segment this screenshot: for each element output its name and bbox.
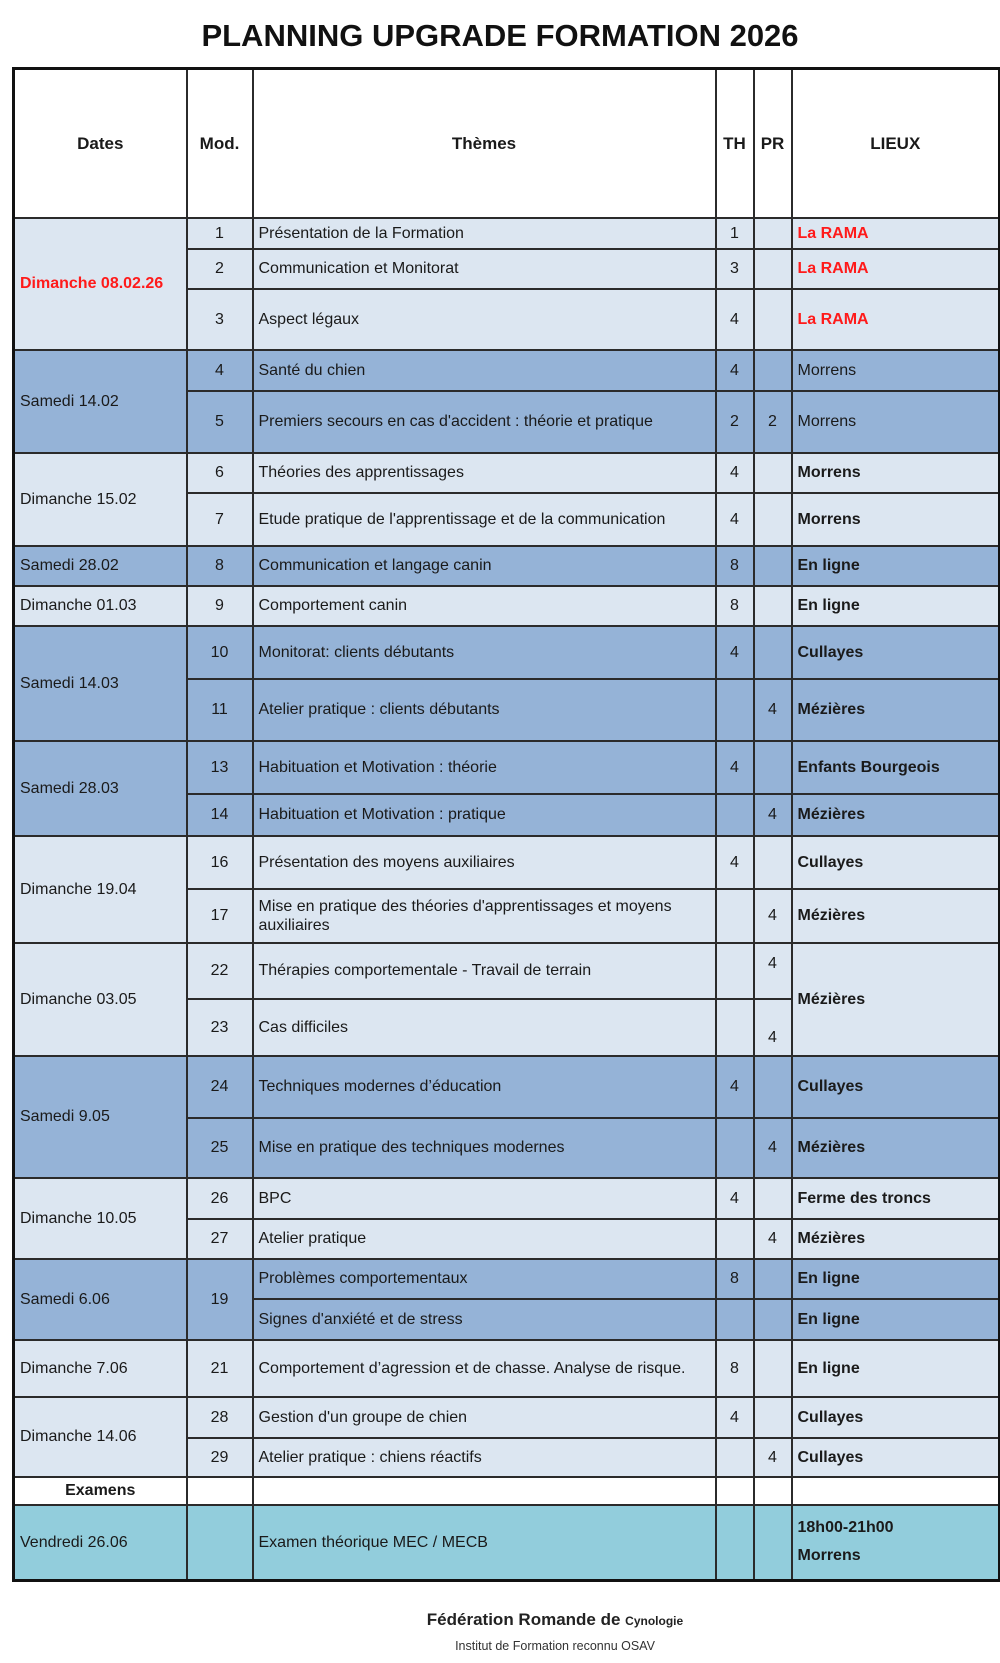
lieu-cell: Morrens	[792, 391, 1000, 453]
mod-cell: 27	[187, 1219, 253, 1259]
theme-cell: Atelier pratique : clients débutants	[253, 679, 716, 741]
th-cell	[716, 1118, 754, 1178]
empty-cell	[754, 1477, 792, 1505]
lieu-cell: Cullayes	[792, 626, 1000, 679]
lieu-cell: En ligne	[792, 1259, 1000, 1299]
table-row	[14, 453, 1000, 493]
pr-cell: 4	[754, 999, 792, 1056]
theme-cell: Présentation de la Formation	[253, 218, 716, 249]
pr-cell	[754, 350, 792, 391]
pr-cell: 4	[754, 1219, 792, 1259]
mod-cell: 10	[187, 626, 253, 679]
lieu-cell: En ligne	[792, 586, 1000, 626]
table-row	[14, 586, 1000, 626]
lieu-cell: Morrens	[792, 350, 1000, 391]
theme-cell: Thérapies comportementale - Travail de terrain	[253, 943, 716, 999]
pr-cell	[754, 1299, 792, 1340]
footer-subtitle: Institut de Formation reconnu OSAV	[455, 1639, 655, 1653]
theme-cell: Gestion d'un groupe de chien	[253, 1397, 716, 1438]
th-cell: 4	[716, 289, 754, 350]
mod-cell: 28	[187, 1397, 253, 1438]
pr-cell	[754, 626, 792, 679]
theme-cell: Habituation et Motivation : pratique	[253, 794, 716, 836]
table-row	[14, 546, 1000, 586]
table-row	[14, 1259, 1000, 1299]
lieu-cell: La RAMA	[792, 289, 1000, 350]
date-cell: Samedi 28.02	[14, 546, 187, 586]
pr-cell	[754, 1056, 792, 1118]
mod-cell: 21	[187, 1340, 253, 1397]
th-cell: 4	[716, 350, 754, 391]
exam-lieu	[792, 1505, 1000, 1581]
planning-table	[12, 67, 1000, 1582]
date-cell: Dimanche 19.04	[14, 836, 187, 943]
lieu-cell: Mézières	[792, 943, 1000, 1056]
pr-cell: 4	[754, 794, 792, 836]
pr-cell	[754, 1340, 792, 1397]
pr-cell	[754, 1178, 792, 1219]
th-cell	[716, 1438, 754, 1477]
lieu-cell: La RAMA	[792, 218, 1000, 249]
exam-time: 18h00-21h00	[797, 1519, 894, 1537]
exam-date: Vendredi 26.06	[14, 1505, 187, 1581]
theme-cell: Comportement d’agression et de chasse. Analyse de risque.	[253, 1340, 716, 1397]
date-cell: Samedi 14.03	[14, 626, 187, 741]
pr-cell	[754, 289, 792, 350]
th-cell	[716, 889, 754, 943]
th-cell: 8	[716, 586, 754, 626]
theme-cell: Mise en pratique des théories d'apprentissages et moyens auxiliaires	[253, 889, 716, 943]
date-cell: Samedi 28.03	[14, 741, 187, 836]
table-row	[14, 626, 1000, 679]
mod-cell: 7	[187, 493, 253, 546]
date-cell: Dimanche 14.06	[14, 1397, 187, 1477]
pr-cell	[754, 586, 792, 626]
mod-cell: 2	[187, 249, 253, 289]
empty-cell	[253, 1477, 716, 1505]
theme-cell: Santé du chien	[253, 350, 716, 391]
th-cell: 4	[716, 453, 754, 493]
lieu-cell: Mézières	[792, 889, 1000, 943]
pr-cell	[754, 493, 792, 546]
th-cell: 2	[716, 391, 754, 453]
date-cell: Dimanche 7.06	[14, 1340, 187, 1397]
pr-cell	[754, 1397, 792, 1438]
lieu-cell: Morrens	[792, 453, 1000, 493]
exam-row	[14, 1505, 1000, 1581]
header-lieux: LIEUX	[792, 69, 1000, 218]
exam-theme: Examen théorique MEC / MECB	[253, 1505, 716, 1581]
th-cell: 4	[716, 493, 754, 546]
date-cell: Dimanche 03.05	[14, 943, 187, 1056]
theme-cell: Problèmes comportementaux	[253, 1259, 716, 1299]
th-cell: 1	[716, 218, 754, 249]
mod-cell: 16	[187, 836, 253, 889]
mod-cell: 3	[187, 289, 253, 350]
theme-cell: Etude pratique de l'apprentissage et de la communication	[253, 493, 716, 546]
theme-cell: Premiers secours en cas d'accident : théorie et pratique	[253, 391, 716, 453]
th-cell: 4	[716, 626, 754, 679]
th-cell	[716, 1299, 754, 1340]
pr-cell	[754, 1505, 792, 1581]
pr-cell	[754, 1259, 792, 1299]
mod-cell: 17	[187, 889, 253, 943]
mod-cell: 29	[187, 1438, 253, 1477]
pr-cell: 4	[754, 1118, 792, 1178]
th-cell: 8	[716, 1340, 754, 1397]
date-cell: Samedi 14.02	[14, 350, 187, 453]
th-cell	[716, 1219, 754, 1259]
table-row	[14, 943, 1000, 999]
theme-cell: Présentation des moyens auxiliaires	[253, 836, 716, 889]
lieu-cell: Mézières	[792, 794, 1000, 836]
pr-cell: 4	[754, 679, 792, 741]
lieu-cell: Mézières	[792, 1118, 1000, 1178]
exam-mod	[187, 1505, 253, 1581]
mod-cell: 9	[187, 586, 253, 626]
mod-cell: 8	[187, 546, 253, 586]
lieu-cell: Mézières	[792, 1219, 1000, 1259]
date-cell: Dimanche 15.02	[14, 453, 187, 546]
page-title: PLANNING UPGRADE FORMATION 2026	[201, 18, 799, 53]
th-cell: 4	[716, 1056, 754, 1118]
theme-cell: Mise en pratique des techniques modernes	[253, 1118, 716, 1178]
mod-cell: 1	[187, 218, 253, 249]
th-cell: 4	[716, 1397, 754, 1438]
pr-cell: 4	[754, 943, 792, 999]
header-th: TH	[716, 69, 754, 218]
lieu-cell: Cullayes	[792, 836, 1000, 889]
lieu-cell: Enfants Bourgeois	[792, 741, 1000, 794]
th-cell: 8	[716, 1259, 754, 1299]
pr-cell	[754, 741, 792, 794]
exams-label-row	[14, 1477, 1000, 1505]
table-row	[14, 218, 1000, 249]
mod-cell: 26	[187, 1178, 253, 1219]
date-cell: Dimanche 10.05	[14, 1178, 187, 1259]
th-cell: 8	[716, 546, 754, 586]
theme-cell: Habituation et Motivation : théorie	[253, 741, 716, 794]
mod-cell: 23	[187, 999, 253, 1056]
table-row	[14, 1178, 1000, 1219]
theme-cell: Aspect légaux	[253, 289, 716, 350]
theme-cell: Signes d'anxiété et de stress	[253, 1299, 716, 1340]
lieu-cell: Cullayes	[792, 1397, 1000, 1438]
date-cell: Dimanche 08.02.26	[14, 218, 187, 350]
mod-cell: 22	[187, 943, 253, 999]
footer-org-small: Cynologie	[625, 1614, 684, 1628]
footer-org-main: Fédération Romande de	[426, 1610, 621, 1629]
table-row	[14, 1056, 1000, 1118]
theme-cell: Communication et Monitorat	[253, 249, 716, 289]
lieu-cell: En ligne	[792, 1299, 1000, 1340]
mod-cell: 6	[187, 453, 253, 493]
header-pr: PR	[754, 69, 792, 218]
date-cell: Dimanche 01.03	[14, 586, 187, 626]
empty-cell	[187, 1477, 253, 1505]
table-row	[14, 836, 1000, 889]
theme-cell: BPC	[253, 1178, 716, 1219]
pr-cell: 4	[754, 1438, 792, 1477]
footer-organization	[0, 1610, 1000, 1630]
table-row	[14, 1397, 1000, 1438]
exams-label: Examens	[14, 1477, 187, 1505]
th-cell: 4	[716, 1178, 754, 1219]
theme-cell: Atelier pratique : chiens réactifs	[253, 1438, 716, 1477]
th-cell	[716, 999, 754, 1056]
pr-cell	[754, 546, 792, 586]
lieu-cell: Ferme des troncs	[792, 1178, 1000, 1219]
header-row	[14, 69, 1000, 218]
lieu-cell: Mézières	[792, 679, 1000, 741]
theme-cell: Techniques modernes d’éducation	[253, 1056, 716, 1118]
pr-cell	[754, 453, 792, 493]
theme-cell: Monitorat: clients débutants	[253, 626, 716, 679]
theme-cell: Comportement canin	[253, 586, 716, 626]
table-row	[14, 741, 1000, 794]
table-row	[14, 1340, 1000, 1397]
pr-cell	[754, 218, 792, 249]
th-cell	[716, 1505, 754, 1581]
mod-cell: 24	[187, 1056, 253, 1118]
date-cell: Samedi 6.06	[14, 1259, 187, 1340]
empty-cell	[716, 1477, 754, 1505]
date-cell: Samedi 9.05	[14, 1056, 187, 1178]
empty-cell	[792, 1477, 1000, 1505]
header-dates: Dates	[14, 69, 187, 218]
header-themes: Thèmes	[253, 69, 716, 218]
mod-cell: 14	[187, 794, 253, 836]
pr-cell	[754, 249, 792, 289]
th-cell: 4	[716, 741, 754, 794]
mod-cell: 5	[187, 391, 253, 453]
th-cell	[716, 794, 754, 836]
lieu-cell: Cullayes	[792, 1056, 1000, 1118]
lieu-cell: Morrens	[792, 493, 1000, 546]
th-cell: 3	[716, 249, 754, 289]
header-mod: Mod.	[187, 69, 253, 218]
pr-cell: 4	[754, 889, 792, 943]
lieu-cell: En ligne	[792, 546, 1000, 586]
theme-cell: Cas difficiles	[253, 999, 716, 1056]
pr-cell: 2	[754, 391, 792, 453]
lieu-cell: Cullayes	[792, 1438, 1000, 1477]
table-row	[14, 350, 1000, 391]
mod-cell: 25	[187, 1118, 253, 1178]
theme-cell: Atelier pratique	[253, 1219, 716, 1259]
theme-cell: Communication et langage canin	[253, 546, 716, 586]
th-cell	[716, 679, 754, 741]
mod-cell: 19	[187, 1259, 253, 1340]
mod-cell: 13	[187, 741, 253, 794]
exam-place: Morrens	[797, 1547, 861, 1565]
mod-cell: 11	[187, 679, 253, 741]
th-cell	[716, 943, 754, 999]
pr-cell	[754, 836, 792, 889]
mod-cell: 4	[187, 350, 253, 391]
lieu-cell: La RAMA	[792, 249, 1000, 289]
theme-cell: Théories des apprentissages	[253, 453, 716, 493]
th-cell: 4	[716, 836, 754, 889]
lieu-cell: En ligne	[792, 1340, 1000, 1397]
